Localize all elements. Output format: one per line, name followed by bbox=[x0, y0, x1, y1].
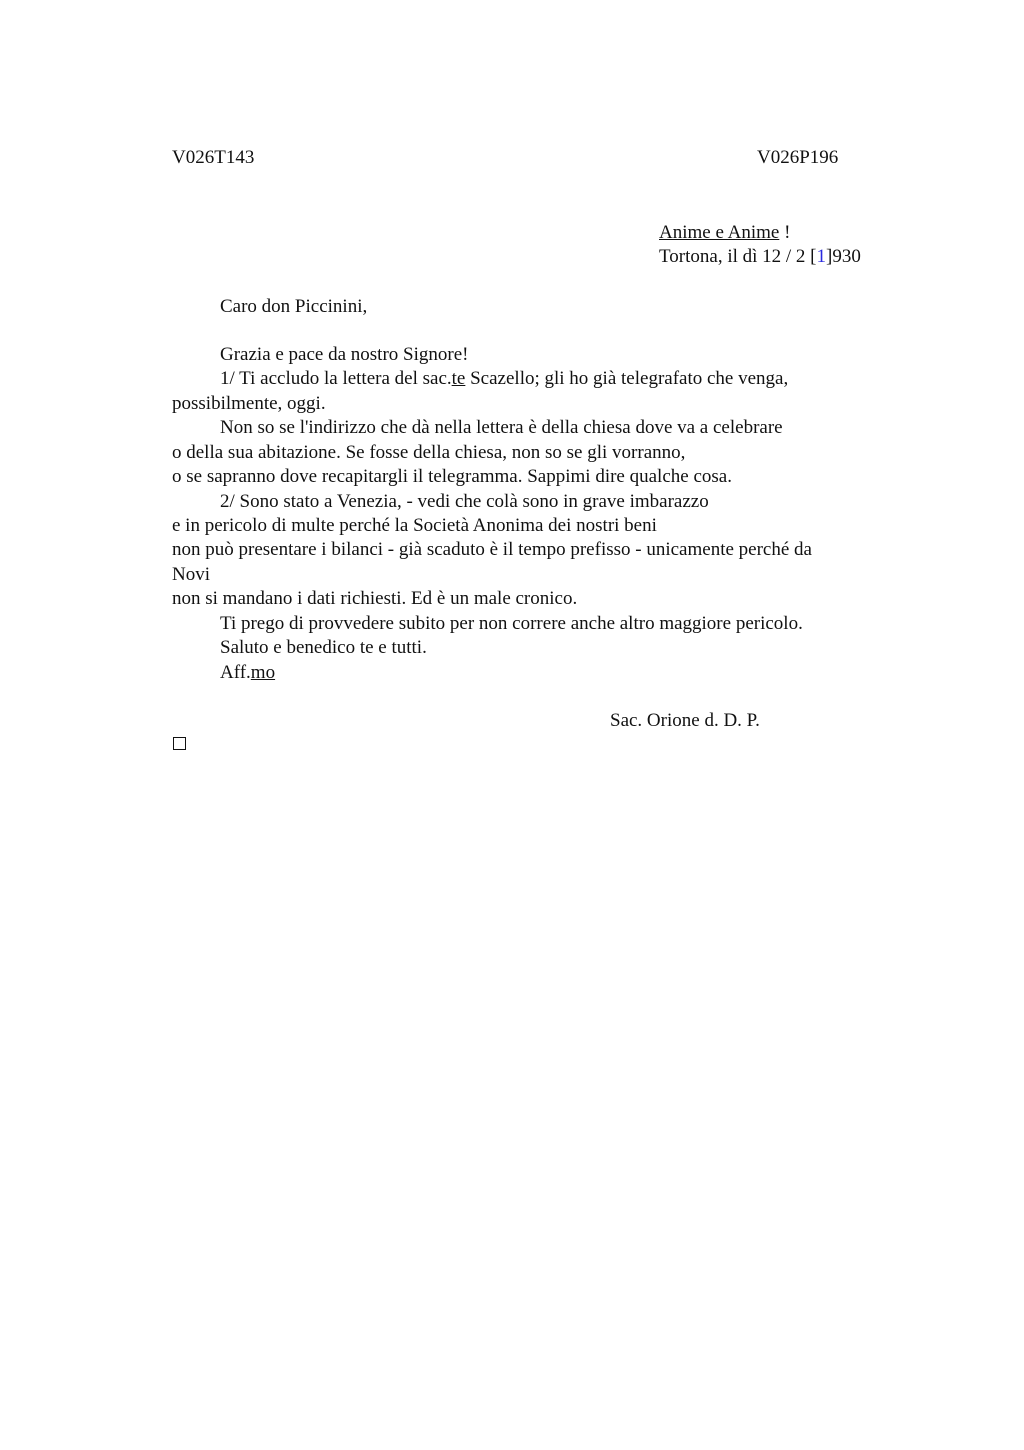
date-suffix: ]930 bbox=[826, 246, 861, 267]
paragraph-3-line-2: e in pericolo di multe perché la Società Anonima dei nostri beni bbox=[172, 515, 657, 536]
abbrev-mo: mo bbox=[250, 662, 276, 683]
paragraph-4-line-1: Ti prego di provvedere subito per non correre anche altro maggiore pericolo. bbox=[220, 613, 803, 634]
paragraph-1-line-1 bbox=[220, 367, 788, 391]
date-line bbox=[659, 245, 861, 269]
end-marker-square-icon bbox=[173, 737, 186, 750]
paragraph-2-line-3: o se sapranno dove recapitargli il telegramma. Sappimi dire qualche cosa. bbox=[172, 466, 732, 487]
motto-line bbox=[659, 221, 790, 245]
abbrev-te: te bbox=[451, 368, 466, 389]
date-prefix: Tortona, il dì 12 / 2 [ bbox=[659, 246, 817, 267]
motto-suffix: ! bbox=[779, 222, 791, 243]
paragraph-3-line-3: non può presentare i bilanci - già scaduto è il tempo prefisso - unicamente perché da bbox=[172, 539, 812, 560]
date-bracket-digit: 1 bbox=[816, 246, 827, 267]
closing-text: Aff. bbox=[220, 662, 251, 683]
p1-text-a: 1/ Ti accludo la lettera del sac. bbox=[220, 368, 452, 389]
right-archive-code: V026P196 bbox=[757, 147, 839, 168]
paragraph-5-line-1: Saluto e benedico te e tutti. bbox=[220, 637, 427, 658]
closing bbox=[220, 661, 275, 685]
paragraph-3-line-4: Novi bbox=[172, 564, 210, 585]
paragraph-3-line-5: non si mandano i dati richiesti. Ed è un male cronico. bbox=[172, 588, 578, 609]
paragraph-3-line-1: 2/ Sono stato a Venezia, - vedi che colà sono in grave imbarazzo bbox=[220, 491, 709, 512]
motto: Anime e Anime bbox=[659, 222, 780, 243]
signature: Sac. Orione d. D. P. bbox=[610, 710, 760, 731]
paragraph-2-line-1: Non so se l'indirizzo che dà nella lettera è della chiesa dove va a celebrare bbox=[220, 417, 783, 438]
p1-text-b: Scazello; gli ho già telegrafato che venga, bbox=[465, 368, 789, 389]
salutation: Caro don Piccinini, bbox=[220, 296, 368, 317]
left-archive-code: V026T143 bbox=[172, 147, 255, 168]
paragraph-2-line-2: o della sua abitazione. Se fosse della chiesa, non so se gli vorranno, bbox=[172, 442, 686, 463]
greeting: Grazia e pace da nostro Signore! bbox=[220, 344, 469, 365]
paragraph-1-line-2: possibilmente, oggi. bbox=[172, 393, 326, 414]
